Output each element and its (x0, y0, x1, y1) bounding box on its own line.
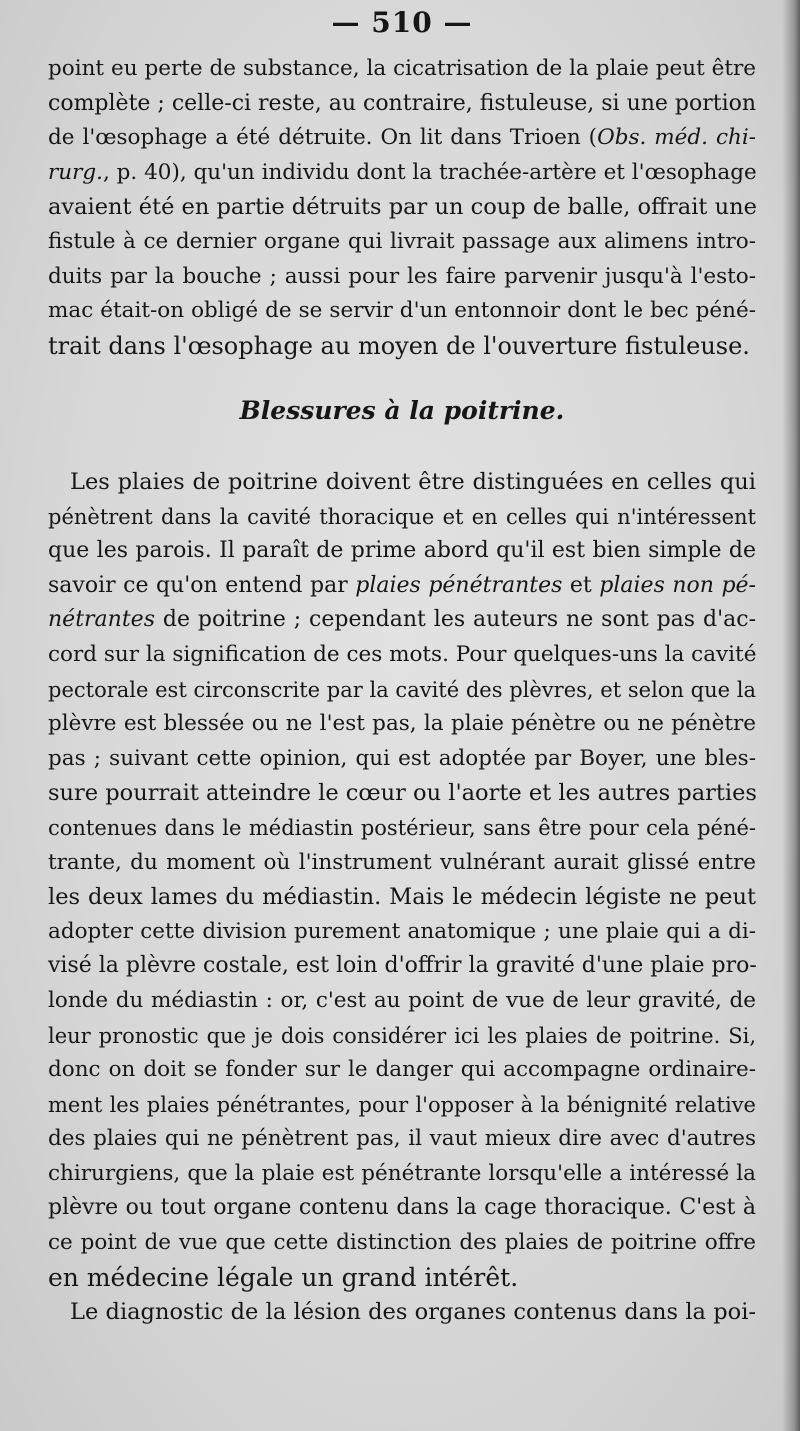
text-line: nétrantes de poitrine ; cependant les auteurs ne sont pas d'ac- (48, 607, 756, 633)
text-line: ment les plaies pénétrantes, pour l'opposer à la bénignité relative (48, 1092, 756, 1117)
text-line: Les plaies de poitrine doivent être distinguées en celles qui (70, 469, 756, 495)
text-line: de l'œsophage a été détruite. On lit dans Trioen (Obs. méd. chi- (48, 125, 756, 151)
text-line: sure pourrait atteindre le cœur ou l'aorte et les autres parties (48, 780, 757, 807)
text-line: rurg., p. 40), qu'un individu dont la trachée-artère et l'œsophage (48, 159, 757, 185)
text-line: savoir ce qu'on entend par plaies pénétrantes et plaies non pé- (48, 572, 756, 598)
text-line: donc on doit se fonder sur le danger qui accompagne ordinaire- (48, 1057, 756, 1083)
section-heading: Blessures à la poitrine. (239, 396, 565, 425)
text-line: contenues dans le médiastin postérieur, sans être pour cela péné- (48, 815, 756, 840)
text-line: adopter cette division purement anatomique ; une plaie qui a di- (48, 918, 756, 944)
text-line: Le diagnostic de la lésion des organes contenus dans la poi- (70, 1299, 756, 1325)
page-edge-shadow (782, 0, 800, 1431)
text-line: des plaies qui ne pénètrent pas, il vaut mieux dire avec d'autres (48, 1126, 756, 1152)
text-line: leur pronostic que je dois considérer ici les plaies de poitrine. Si, (48, 1023, 756, 1048)
text-line: londe du médiastin : or, c'est au point de vue de leur gravité, de (48, 987, 756, 1013)
text-line: mac était-on obligé de se servir d'un entonnoir dont le bec péné- (48, 298, 756, 324)
text-line: complète ; celle-ci reste, au contraire, fistuleuse, si une portion (48, 90, 757, 116)
text-line: chirurgiens, que la plaie est pénétrante lorsqu'elle a intéressé la (48, 1160, 756, 1186)
text-line: avaient été en partie détruits par un coup de balle, offrait une (48, 194, 757, 221)
text-line: cord sur la signification de ces mots. Pour quelques-uns la cavité (48, 641, 757, 667)
text-line: fistule à ce dernier organe qui livrait passage aux alimens intro- (48, 228, 756, 254)
text-line: point eu perte de substance, la cicatrisation de la plaie peut être (48, 56, 756, 81)
text-line: ce point de vue que cette distinction des plaies de poitrine offre (48, 1230, 756, 1256)
text-line: trait dans l'œsophage au moyen de l'ouverture fistuleuse. (48, 331, 750, 360)
paragraph-esophagus-wounds (48, 52, 756, 363)
text-line: visé la plèvre costale, est loin d'offrir la gravité d'une plaie pro- (48, 953, 757, 979)
text-line: pectorale est circonscrite par la cavité des plèvres, et selon que la (48, 677, 756, 702)
text-line: plèvre ou tout organe contenu dans la cage thoracique. C'est à (48, 1195, 756, 1221)
page-number: — 510 — (331, 6, 473, 39)
paragraph-diagnosis (48, 1295, 756, 1330)
text-line: duits par la bouche ; aussi pour les faire parvenir jusqu'à l'esto- (48, 263, 756, 289)
text-line: plèvre est blessée ou ne l'est pas, la plaie pénètre ou ne pénètre (48, 711, 756, 737)
text-line: en médecine légale un grand intérêt. (48, 1262, 519, 1292)
text-line: que les parois. Il paraît de prime abord qu'il est bien simple de (48, 538, 756, 564)
paragraph-chest-wounds (48, 465, 756, 1295)
text-line: pénètrent dans la cavité thoracique et en celles qui n'intéressent (48, 504, 756, 529)
text-line: pas ; suivant cette opinion, qui est adoptée par Boyer, une bles- (48, 745, 756, 771)
text-line: les deux lames du médiastin. Mais le médecin légiste ne peut (48, 884, 756, 911)
text-line: trante, du moment où l'instrument vulnérant aurait glissé entre (48, 849, 756, 875)
